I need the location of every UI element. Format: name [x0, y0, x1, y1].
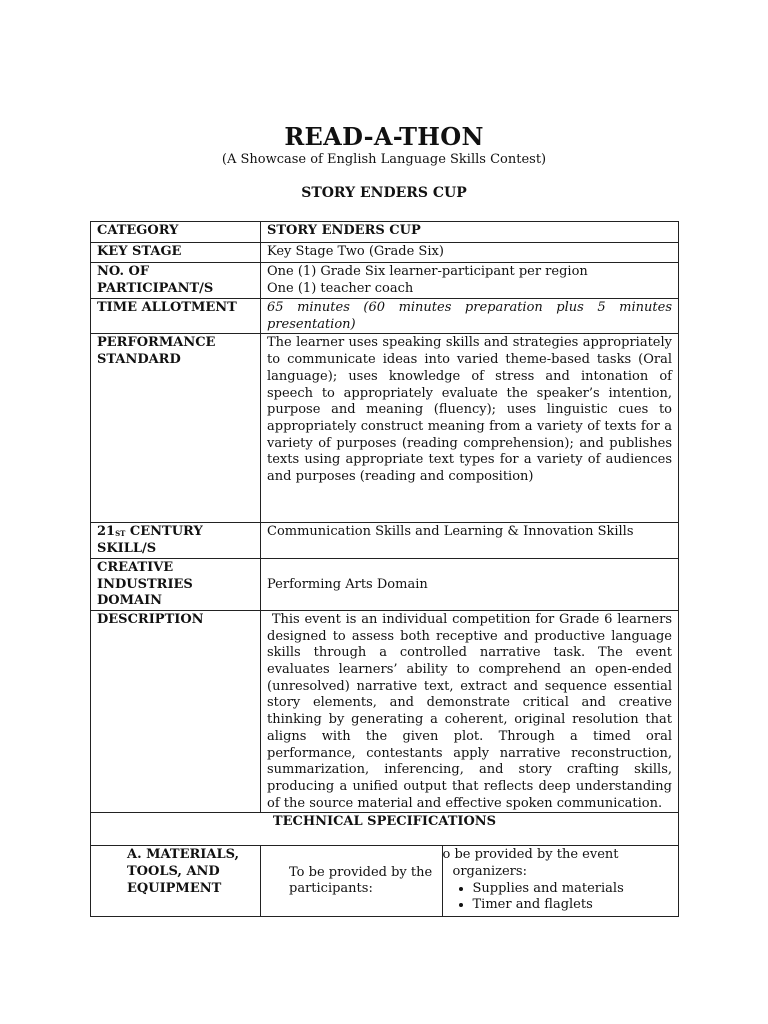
participants-label-line2: PARTICIPANT/S — [97, 280, 214, 296]
participants-value — [261, 263, 679, 299]
key-stage-label: KEY STAGE — [91, 243, 261, 263]
key-stage-value: Key Stage Two (Grade Six) — [261, 243, 679, 263]
materials-label-line2: TOOLS, AND — [127, 864, 220, 880]
century-ordinal: ST — [115, 529, 126, 539]
row-materials — [91, 846, 679, 917]
performance-standard-label-line1: PERFORMANCE — [97, 335, 216, 351]
performance-standard-label — [91, 334, 261, 523]
participants-value-line2: One (1) teacher coach — [267, 280, 414, 296]
creative-industries-label-line2: INDUSTRIES — [97, 576, 193, 592]
organizers-list-item: • Timer and flaglets — [473, 897, 679, 914]
category-value: STORY ENDERS CUP — [261, 222, 679, 243]
materials-label — [91, 846, 261, 917]
row-description — [91, 610, 679, 812]
row-performance-standard — [91, 334, 679, 523]
row-time-allotment — [91, 299, 679, 334]
organizers-list — [443, 881, 679, 914]
row-century-skills — [91, 523, 679, 558]
creative-industries-label-line1: CREATIVE — [97, 559, 174, 575]
organizers-list-item: • Supplies and materials — [473, 881, 679, 898]
creative-industries-label-line3: DOMAIN — [97, 593, 163, 609]
category-label: CATEGORY — [91, 222, 261, 243]
time-allotment-value: 65 minutes (60 minutes preparation plus 5 minutes presentation) — [261, 299, 679, 334]
organizers-intro-line2: organizers: — [452, 864, 527, 880]
description-value: This event is an individual competition for Grade 6 learners designed to assess both receptive and productive language skills through a controlled narrative task. The event evaluates learners’ ability to comprehend an open-ended (unresolved) narrative text, extract and sequence essential story elements, and demonstrate critical and creative thinking by generating a coherent, original resolution that aligns with the given plot. Through a timed oral performance, contestants apply narrative reconstruction, summarization, inferencing, and story crafting skills, producing a unified output that reflects deep understanding of the source material and effective spoken communication. — [261, 610, 679, 812]
participants-label — [91, 263, 261, 299]
row-creative-industries — [91, 558, 679, 610]
century-word: CENTURY — [125, 524, 203, 540]
row-category — [91, 222, 679, 243]
century-number: 21 — [97, 524, 116, 540]
creative-industries-value: Performing Arts Domain — [261, 558, 679, 610]
materials-subtable — [261, 846, 678, 916]
participants-provided: To be provided by the participants: — [289, 864, 433, 897]
event-heading: STORY ENDERS CUP — [301, 185, 467, 201]
row-key-stage — [91, 243, 679, 263]
participants-value-line1: One (1) Grade Six learner-participant per region — [267, 264, 588, 279]
performance-standard-label-line2: STANDARD — [97, 352, 181, 368]
organizers-intro-line1: o be provided by the event — [442, 847, 619, 863]
row-participants — [91, 263, 679, 299]
materials-label-line3: EQUIPMENT — [127, 880, 222, 896]
document-title: READ-A-THON — [284, 122, 484, 151]
century-skills-value: Communication Skills and Learning & Innovation Skills — [261, 523, 679, 558]
participants-label-line1: NO. OF — [97, 264, 150, 279]
specification-table — [90, 221, 679, 917]
century-skills-label — [91, 523, 261, 558]
row-technical-specifications — [91, 813, 679, 846]
materials-value — [261, 846, 679, 917]
time-allotment-label: TIME ALLOTMENT — [91, 299, 261, 334]
materials-label-line1: A. MATERIALS, — [127, 847, 240, 863]
creative-industries-label — [91, 558, 261, 610]
description-label: DESCRIPTION — [91, 610, 261, 812]
document-subtitle: (A Showcase of English Language Skills Contest) — [221, 152, 547, 167]
organizers-provided — [442, 846, 678, 916]
performance-standard-value: The learner uses speaking skills and strategies appropriately to communicate ideas into varied theme-based tasks (Oral language); uses knowledge of stress and intonation of speech to appropriately evaluate the speaker’s intention, purpose and meaning (fluency); uses linguistic cues to appropriately construct meaning from a variety of texts for a variety of purposes (reading comprehension); and publishes texts using appropriate text types for a variety of audiences and purposes (reading and composition) — [261, 334, 679, 523]
technical-specifications-heading: TECHNICAL SPECIFICATIONS — [91, 813, 679, 846]
century-skills-label-line1 — [97, 524, 254, 541]
century-skills-label-line2: SKILL/S — [97, 541, 157, 557]
